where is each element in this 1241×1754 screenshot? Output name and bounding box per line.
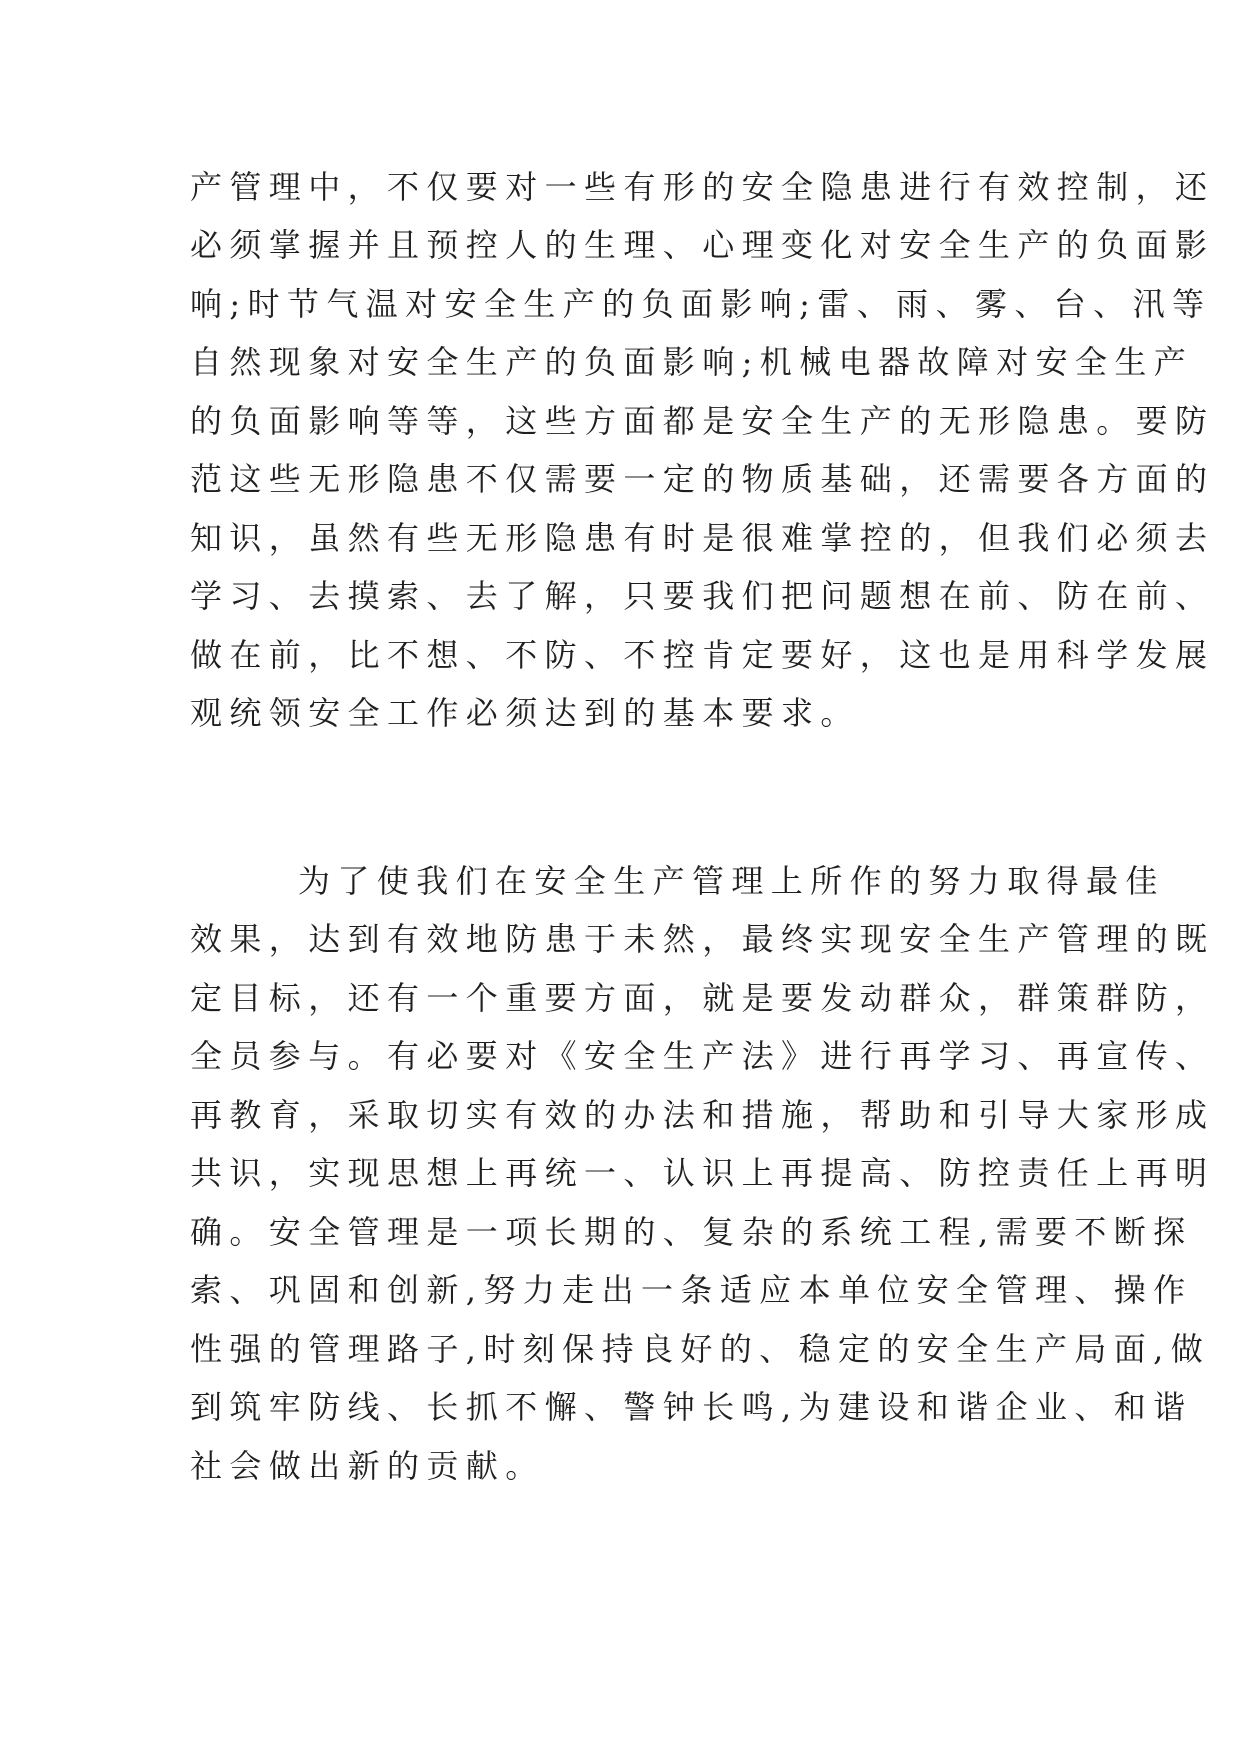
paragraph-line: 知识，虽然有些无形隐患有时是很难掌控的，但我们必须去 — [190, 519, 1215, 557]
paragraph-line: 响;时节气温对安全生产的负面影响;雷、雨、雾、台、汛等 — [190, 285, 1212, 323]
paragraph-first-line: 为了使我们在安全生产管理上所作的努力取得最佳 — [298, 862, 1165, 900]
paragraph-line: 确。安全管理是一项长期的、复杂的系统工程,需要不断探 — [190, 1213, 1193, 1251]
paragraph-line: 性强的管理路子,时刻保持良好的、稳定的安全生产局面,做 — [190, 1330, 1211, 1368]
paragraph-line: 产管理中，不仅要对一些有形的安全隐患进行有效控制，还 — [190, 168, 1215, 206]
paragraph-line: 观统领安全工作必须达到的基本要求。 — [190, 694, 860, 732]
paragraph-line: 自然现象对安全生产的负面影响;机械电器故障对安全生产 — [190, 343, 1194, 381]
paragraph-line: 必须掌握并且预控人的生理、心理变化对安全生产的负面影 — [190, 226, 1215, 264]
paragraph-line: 做在前，比不想、不防、不控肯定要好，这也是用科学发展 — [190, 636, 1215, 674]
paragraph-line: 定目标，还有一个重要方面，就是要发动群众，群策群防， — [190, 979, 1215, 1017]
paragraph-line: 再教育，采取切实有效的办法和措施，帮助和引导大家形成 — [190, 1096, 1215, 1134]
paragraph-line: 全员参与。有必要对《安全生产法》进行再学习、再宣传、 — [190, 1037, 1215, 1075]
paragraph-line: 社会做出新的贡献。 — [190, 1447, 545, 1485]
paragraph-line: 范这些无形隐患不仅需要一定的物质基础，还需要各方面的 — [190, 460, 1215, 498]
paragraph-line: 学习、去摸索、去了解，只要我们把问题想在前、防在前、 — [190, 577, 1215, 615]
paragraph-line: 的负面影响等等，这些方面都是安全生产的无形隐患。要防 — [190, 402, 1215, 440]
paragraph-line: 到筑牢防线、长抓不懈、警钟长鸣,为建设和谐企业、和谐 — [190, 1388, 1193, 1426]
paragraph-line: 索、巩固和创新,努力走出一条适应本单位安全管理、操作 — [190, 1271, 1193, 1309]
paragraph-line: 效果，达到有效地防患于未然，最终实现安全生产管理的既 — [190, 920, 1215, 958]
paragraph-line: 共识，实现思想上再统一、认识上再提高、防控责任上再明 — [190, 1154, 1215, 1192]
